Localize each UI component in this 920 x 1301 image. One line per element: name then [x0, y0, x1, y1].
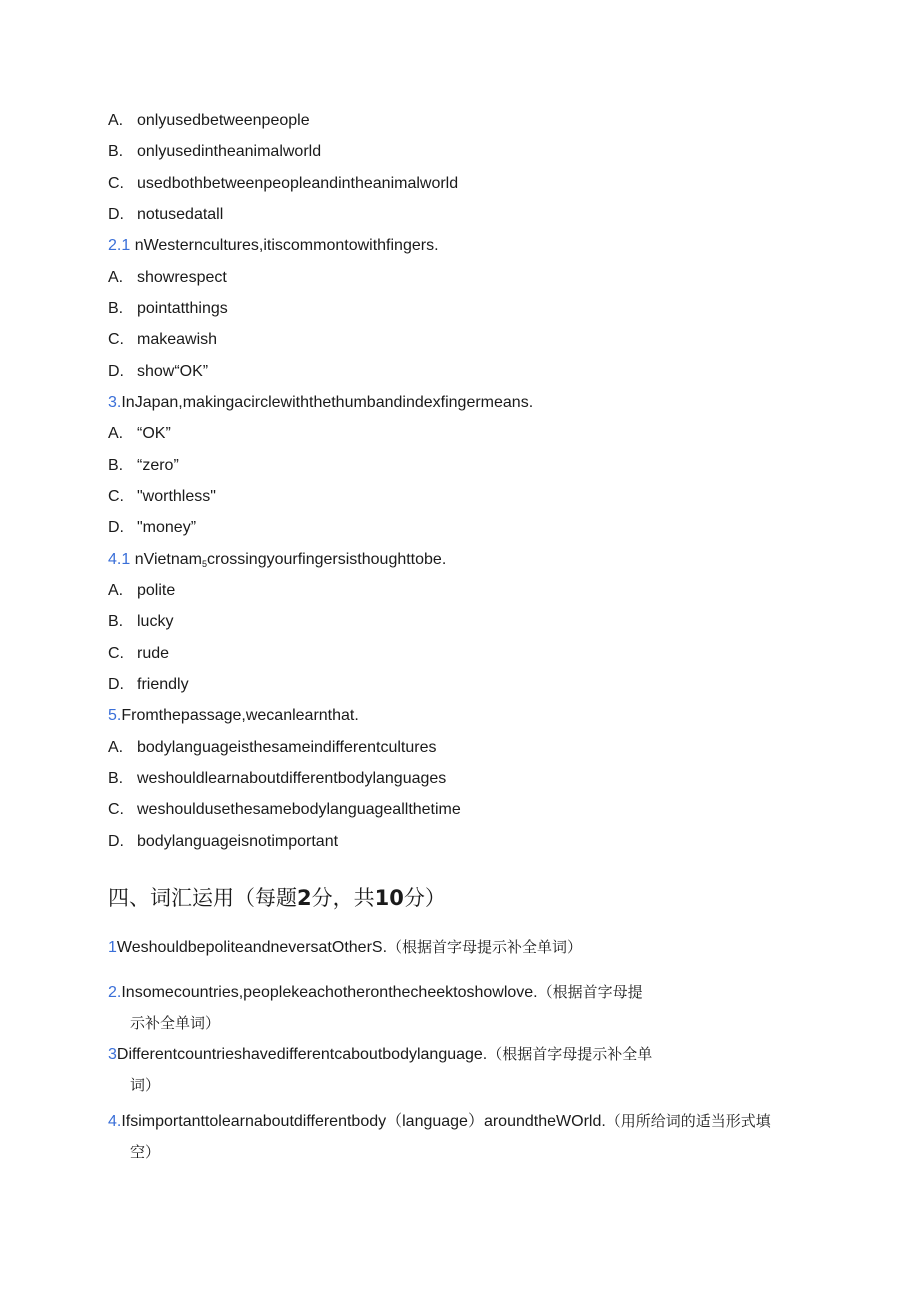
q4-number: 4.1: [108, 551, 131, 568]
q5-option-c: C. weshouldusethesamebodylanguageallthetime: [108, 801, 461, 818]
q4-stem: 4.1 nVietnam$_5$crossingyourfingersisthoughttobe.: [108, 551, 447, 569]
q2-option-b: B. pointatthings: [108, 300, 228, 317]
vocab-question-2: 2.Insomecountries,peoplekeachotheronthecheektoshowlove.（根据首字母提 示补全单词）: [108, 983, 643, 1032]
q5-number: 5.: [108, 707, 122, 724]
q2-number: 2.1: [108, 237, 131, 254]
q3-number: 3.: [108, 394, 122, 411]
vocab-question-4: 4.Ifsimportanttolearnaboutdifferentbody（language）aroundtheWOrld.（用所给词的适当形式填 空）: [108, 1112, 771, 1161]
q5-stem: 5.Fromthepassage,wecanlearnthat.: [108, 707, 359, 724]
q1-option-b: B. onlyusedintheanimalworld: [108, 143, 322, 160]
q3-option-b: B. “zero”: [108, 457, 179, 474]
q3-stem: 3.InJapan,makingacirclewiththethumbandindexfingermeans.: [108, 394, 534, 411]
q3-option-d: D. "money”: [108, 519, 197, 536]
q2-option-d: D. show“OK”: [108, 363, 209, 380]
q3-option-c: C. "worthless": [108, 488, 216, 505]
q3-option-a: A. “OK”: [108, 425, 171, 442]
q5-option-d: D. bodylanguageisnotimportant: [108, 833, 339, 850]
section-heading: 四、词汇运用（每题2分，共10分）: [108, 886, 446, 910]
q1-option-d: D. notusedatall: [108, 206, 224, 223]
q2-option-a: A. showrespect: [108, 269, 227, 286]
vocab-question-1: 1WeshouldbepoliteandneversatOtherS.（根据首字母提示补全单词）: [108, 938, 583, 956]
q4-option-d: D. friendly: [108, 676, 189, 693]
q5-option-a: A. bodylanguageisthesameindifferentcultures: [108, 739, 437, 756]
q4-option-b: B. lucky: [108, 613, 174, 630]
q1-option-a: A. onlyusedbetweenpeople: [108, 112, 310, 129]
q2-stem: 2.1 nWesterncultures,itiscommontowithfingers.: [108, 237, 439, 254]
q4-option-c: C. rude: [108, 645, 170, 662]
q1-option-c: C. usedbothbetweenpeopleandintheanimalworld: [108, 175, 459, 192]
vocab-question-3: 3Differentcountrieshavedifferentcaboutbodylanguage.（根据首字母提示补全单 词）: [108, 1045, 653, 1094]
q5-option-b: B. weshouldlearnaboutdifferentbodylanguages: [108, 770, 447, 787]
q2-option-c: C. makeawish: [108, 331, 218, 348]
q4-option-a: A. polite: [108, 582, 176, 599]
